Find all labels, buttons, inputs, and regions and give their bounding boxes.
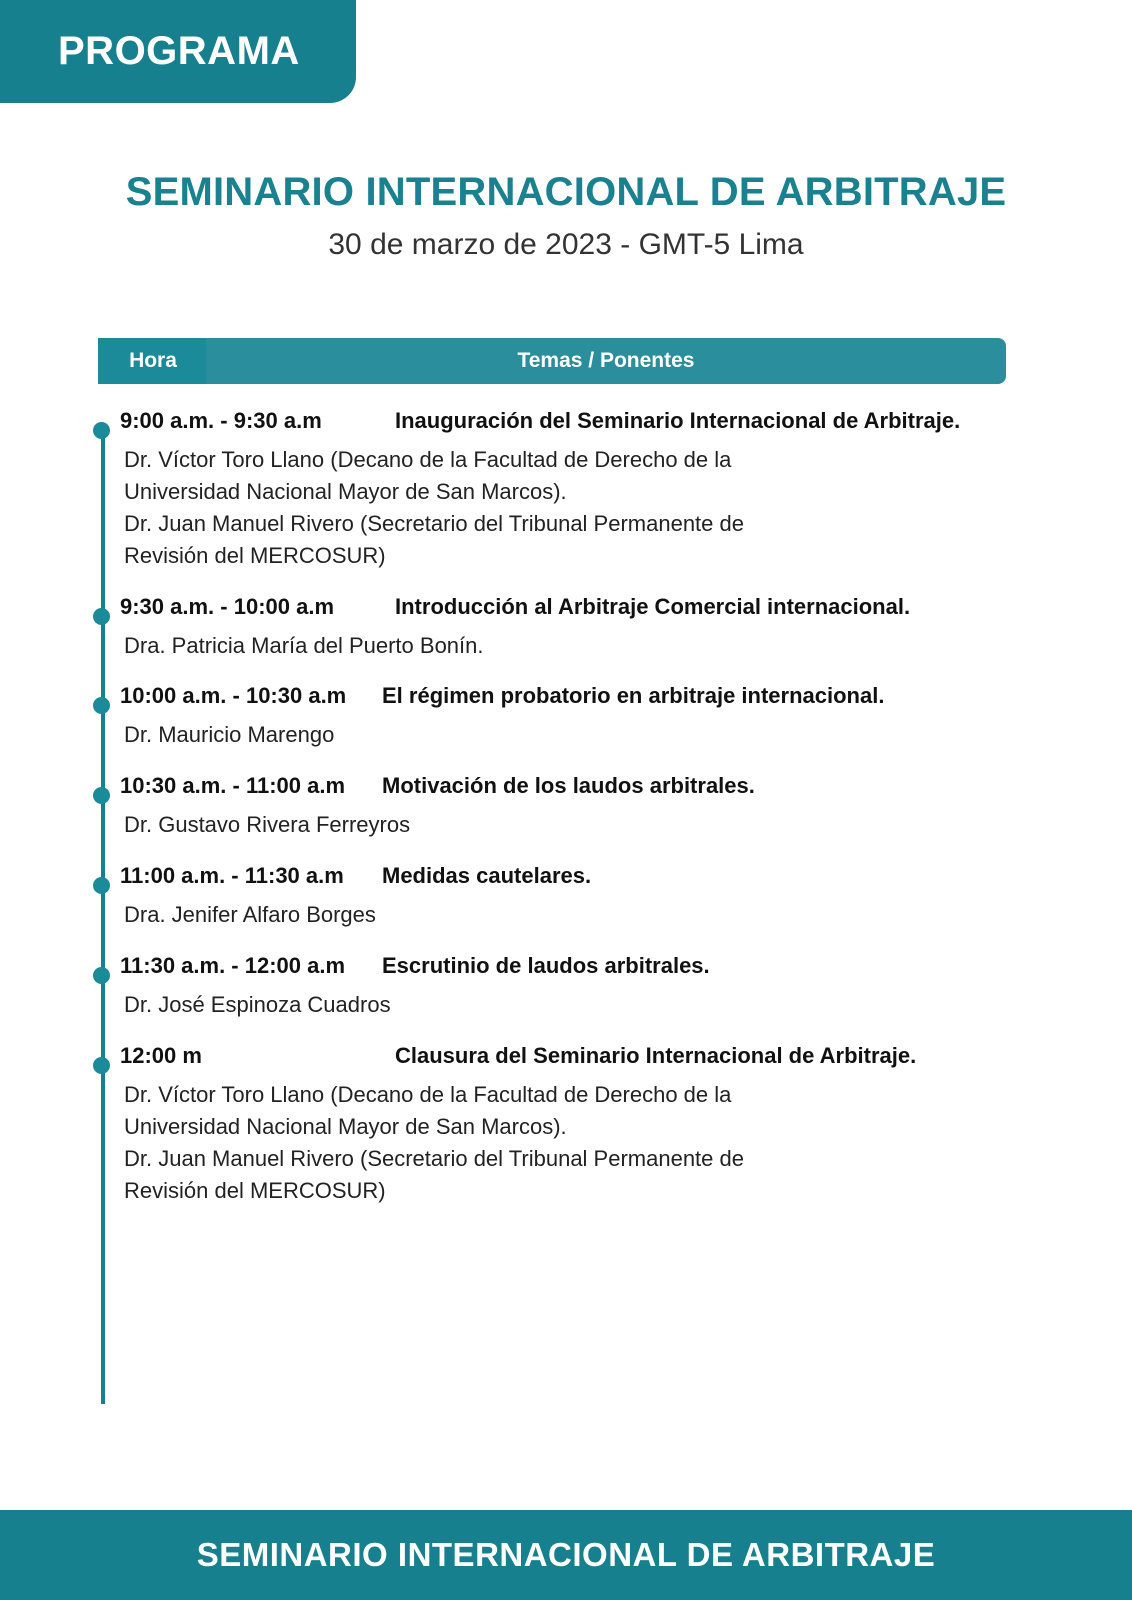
session-speakers (124, 719, 1085, 751)
list-item (85, 953, 1085, 1021)
list-item (85, 408, 1085, 572)
speaker-line: Universidad Nacional Mayor de San Marcos). (124, 1113, 567, 1139)
speaker-line: Revisión del MERCOSUR) (124, 1177, 386, 1203)
session-time: 9:30 a.m. - 10:00 a.m (120, 593, 335, 619)
program-banner-label: PROGRAMA (58, 29, 300, 73)
list-item (85, 863, 1085, 931)
timeline-bullet-icon (93, 1057, 110, 1074)
column-header-topic: Temas / Ponentes (206, 338, 1006, 384)
column-header-time: Hora (98, 338, 208, 384)
footer-divider (0, 1492, 1132, 1510)
timeline-bullet-icon (93, 422, 110, 439)
timeline-bullet-icon (93, 608, 110, 625)
session-speakers (124, 1079, 1085, 1207)
speaker-line: Dr. José Espinoza Cuadros (124, 992, 391, 1018)
session-topic: Medidas cautelares. (382, 863, 592, 889)
session-time: 9:00 a.m. - 9:30 a.m (120, 408, 322, 433)
session-speakers (124, 444, 1085, 572)
title-block (0, 170, 1132, 261)
speaker-line: Dr. Juan Manuel Rivero (Secretario del Tribunal Permanente de (124, 1145, 744, 1171)
schedule-table-header (98, 338, 1008, 384)
agenda-list (85, 408, 1085, 1229)
session-topic: Clausura del Seminario Internacional de Arbitraje. (395, 1043, 917, 1069)
program-banner (0, 0, 356, 103)
session-time: 11:30 a.m. - 12:00 a.m (120, 953, 346, 979)
session-speakers (124, 809, 1085, 841)
timeline-bullet-icon (93, 697, 110, 714)
session-time: 11:00 a.m. - 11:30 a.m (120, 863, 344, 889)
timeline-bullet-icon (93, 967, 110, 984)
list-item (85, 594, 1085, 662)
page-subtitle: 30 de marzo de 2023 - GMT-5 Lima (328, 228, 804, 261)
speaker-line: Dr. Juan Manuel Rivero (Secretario del Tribunal Permanente de (124, 510, 744, 536)
timeline-bullet-icon (93, 877, 110, 894)
speaker-line: Dr. Gustavo Rivera Ferreyros (124, 812, 411, 838)
speaker-line: Dr. Víctor Toro Llano (Decano de la Facultad de Derecho de la (124, 1082, 732, 1108)
speaker-line: Revisión del MERCOSUR) (124, 542, 386, 568)
session-speakers (124, 899, 1085, 931)
footer-label: SEMINARIO INTERNACIONAL DE ARBITRAJE (196, 1536, 936, 1573)
footer-banner (0, 1510, 1132, 1600)
session-speakers (124, 989, 1085, 1021)
session-topic: Escrutinio de laudos arbitrales. (382, 953, 710, 979)
speaker-line: Dr. Mauricio Marengo (124, 722, 335, 748)
page-title: SEMINARIO INTERNACIONAL DE ARBITRAJE (125, 170, 1007, 214)
list-item (85, 773, 1085, 841)
list-item (85, 683, 1085, 751)
speaker-line: Universidad Nacional Mayor de San Marcos). (124, 478, 567, 504)
session-topic: Inauguración del Seminario Internacional de Arbitraje. (395, 408, 961, 433)
session-time: 12:00 m (120, 1043, 202, 1069)
session-time: 10:30 a.m. - 11:00 a.m (120, 773, 346, 799)
session-topic: Motivación de los laudos arbitrales. (382, 773, 755, 799)
list-item (85, 1043, 1085, 1207)
session-time: 10:00 a.m. - 10:30 a.m (120, 683, 347, 709)
session-topic: El régimen probatorio en arbitraje internacional. (382, 683, 885, 709)
session-speakers (124, 630, 1085, 662)
speaker-line: Dr. Víctor Toro Llano (Decano de la Facultad de Derecho de la (124, 447, 732, 472)
session-topic: Introducción al Arbitraje Comercial internacional. (395, 593, 911, 619)
speaker-line: Dra. Patricia María del Puerto Bonín. (124, 632, 484, 658)
speaker-line: Dra. Jenifer Alfaro Borges (124, 902, 376, 928)
timeline-bullet-icon (93, 787, 110, 804)
